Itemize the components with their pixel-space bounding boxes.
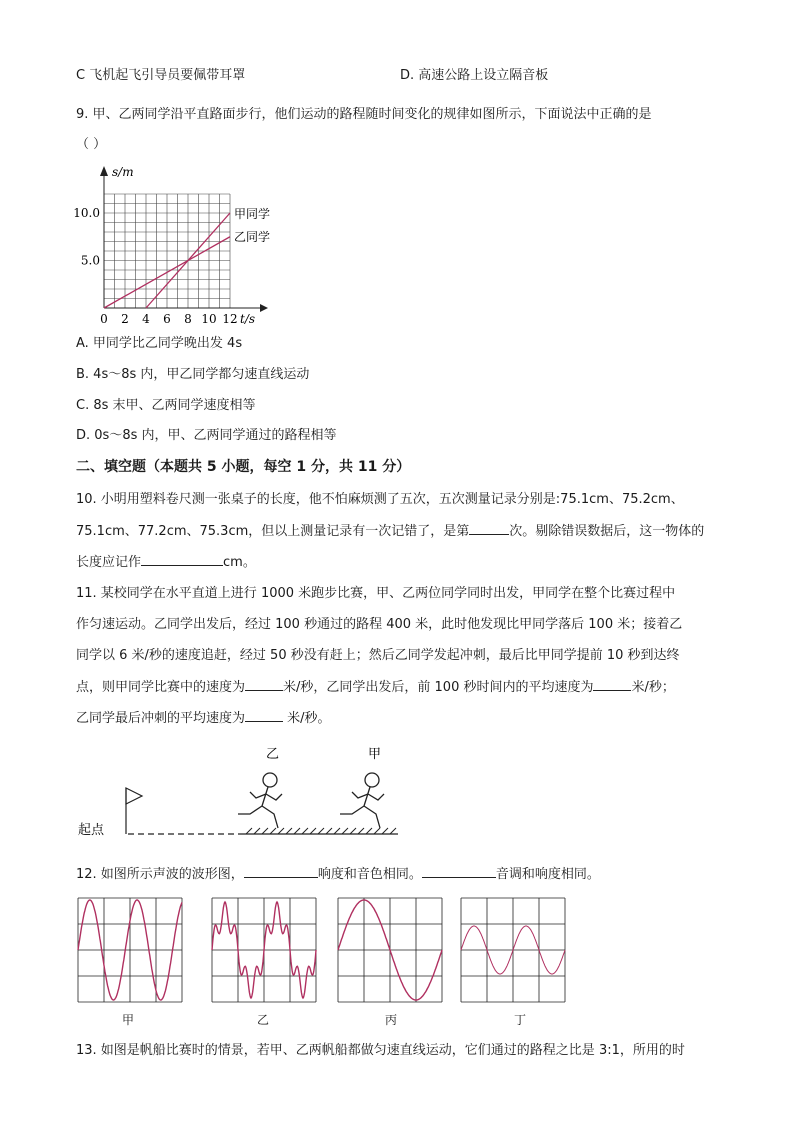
q9-x-arrow [260, 304, 268, 312]
q10-line-2-text-b: 次。剔除错误数据后，这一物体的 [509, 524, 705, 539]
series-label-yi: 乙同学 [234, 230, 271, 244]
x-tick-label: 4 [142, 312, 150, 326]
section-heading-fill-in: 二、填空题（本题共 5 小题，每空 1 分，共 11 分） [76, 459, 411, 475]
q10-line-2 [76, 522, 704, 541]
y-tick-label: 10.0 [73, 206, 100, 220]
q11-line-4-text-b: 米/秒，乙同学出发后，前 100 秒时间内的平均速度为 [283, 680, 594, 695]
q9-x-label: t/s [240, 312, 256, 326]
q10-line-3 [76, 553, 256, 572]
runner-yi-icon [238, 773, 282, 828]
q9-option-d: D. 0s～8s 内，甲、乙两同学通过的路程相等 [76, 428, 337, 443]
q12-blank-same-loudness-timbre[interactable] [244, 865, 318, 878]
q9-option-c: C. 8s 末甲、乙两同学速度相等 [76, 398, 256, 413]
waveform-ding [461, 898, 565, 1002]
y-tick-label: 5.0 [80, 253, 100, 268]
q13-line-1: 13. 如图是帆船比赛时的情景，若甲、乙两帆船都做匀速直线运动，它们通过的路程之比是 3:1，所用的时 [76, 1043, 685, 1058]
wave-label-ding: 丁 [514, 1013, 527, 1027]
start-label: 起点 [78, 823, 105, 838]
option-d-prev: D. 高速公路上设立隔音板 [400, 68, 549, 83]
x-tick-label: 8 [184, 312, 192, 326]
waveform-jia [78, 898, 182, 1002]
x-tick-label: 10 [201, 312, 217, 326]
q12-text-b: 响度和音色相同。 [317, 867, 422, 882]
q12-text-a: 12. 如图所示声波的波形图， [76, 867, 244, 882]
x-tick-label: 6 [163, 312, 171, 326]
wave-label-bing: 丙 [385, 1013, 398, 1027]
q11-line-5-text-b: 米/秒。 [283, 711, 331, 726]
q11-line-1: 11. 某校同学在水平直道上进行 1000 米跑步比赛，甲、乙两位同学同时出发，甲同学在整个比赛过程中 [76, 586, 676, 601]
q11-line-5-text-a: 乙同学最后冲刺的平均速度为 [76, 711, 246, 726]
q10-line-3-text-a: 长度应记作 [76, 555, 142, 570]
series-label-jia: 甲同学 [234, 207, 271, 221]
q11-line-4-text-c: 米/秒； [631, 680, 675, 695]
q11-line-4-text-a: 点，则甲同学比赛中的速度为 [76, 680, 246, 695]
q11-blank-jia-speed[interactable] [245, 678, 283, 691]
q9-option-b: B. 4s～8s 内，甲乙同学都匀速直线运动 [76, 367, 310, 382]
q9-chart [70, 160, 280, 330]
start-flag-icon [126, 788, 142, 804]
option-c-prev: C 飞机起飞引导员要佩带耳罩 [76, 68, 246, 83]
q11-blank-yi-avg-speed[interactable] [593, 678, 631, 691]
x-tick-label: 2 [121, 312, 129, 326]
waveform-bing [338, 898, 442, 1002]
q10-blank-length[interactable] [141, 553, 223, 566]
q10-line-2-text-a: 75.1cm、77.2cm、75.3cm，但以上测量记录有一次记错了，是第 [76, 524, 470, 539]
q10-line-1: 10. 小明用塑料卷尺测一张桌子的长度，他不怕麻烦测了五次，五次测量记录分别是:75.1cm、75.2cm、 [76, 492, 684, 507]
wave-label-jia: 甲 [122, 1013, 135, 1027]
q12-waveforms [0, 890, 794, 1010]
q11-line-2: 作匀速运动。乙同学出发后，经过 100 秒通过的路程 400 米，此时他发现比甲同学落后 100 米；接着乙 [76, 617, 683, 632]
q12-stem [76, 865, 600, 884]
q11-line-5 [76, 709, 331, 728]
wave-label-yi: 乙 [257, 1013, 270, 1027]
q12-text-c: 音调和响度相同。 [495, 867, 600, 882]
q11-race-figure [70, 740, 410, 850]
q9-chart-grid [104, 194, 230, 308]
q9-y-label: s/m [112, 165, 134, 179]
q9-option-a: A. 甲同学比乙同学晚出发 4s [76, 336, 243, 351]
q9-y-arrow [100, 166, 108, 176]
ground-hatch [246, 828, 396, 834]
q12-blank-same-pitch-loudness[interactable] [422, 865, 496, 878]
runner-yi-label: 乙 [266, 747, 280, 762]
runner-jia-icon [340, 773, 384, 828]
x-tick-label: 0 [100, 312, 108, 326]
x-tick-label: 12 [222, 312, 238, 326]
q9-answer-paren: （ ） [76, 137, 107, 152]
runner-jia-label: 甲 [368, 747, 382, 762]
q11-blank-sprint-speed[interactable] [245, 709, 283, 722]
waveform-yi [212, 898, 316, 1002]
q10-line-3-text-b: cm。 [223, 555, 256, 570]
q11-line-3: 同学以 6 米/秒的速度追赶，经过 50 秒没有赶上；然后乙同学发起冲刺，最后比甲同学提前 10 秒到达终 [76, 648, 680, 663]
q9-stem: 9. 甲、乙两同学沿平直路面步行，他们运动的路程随时间变化的规律如图所示，下面说法中正确的是 [76, 107, 652, 122]
q10-blank-wrong-index[interactable] [469, 522, 509, 535]
q11-line-4 [76, 678, 675, 697]
